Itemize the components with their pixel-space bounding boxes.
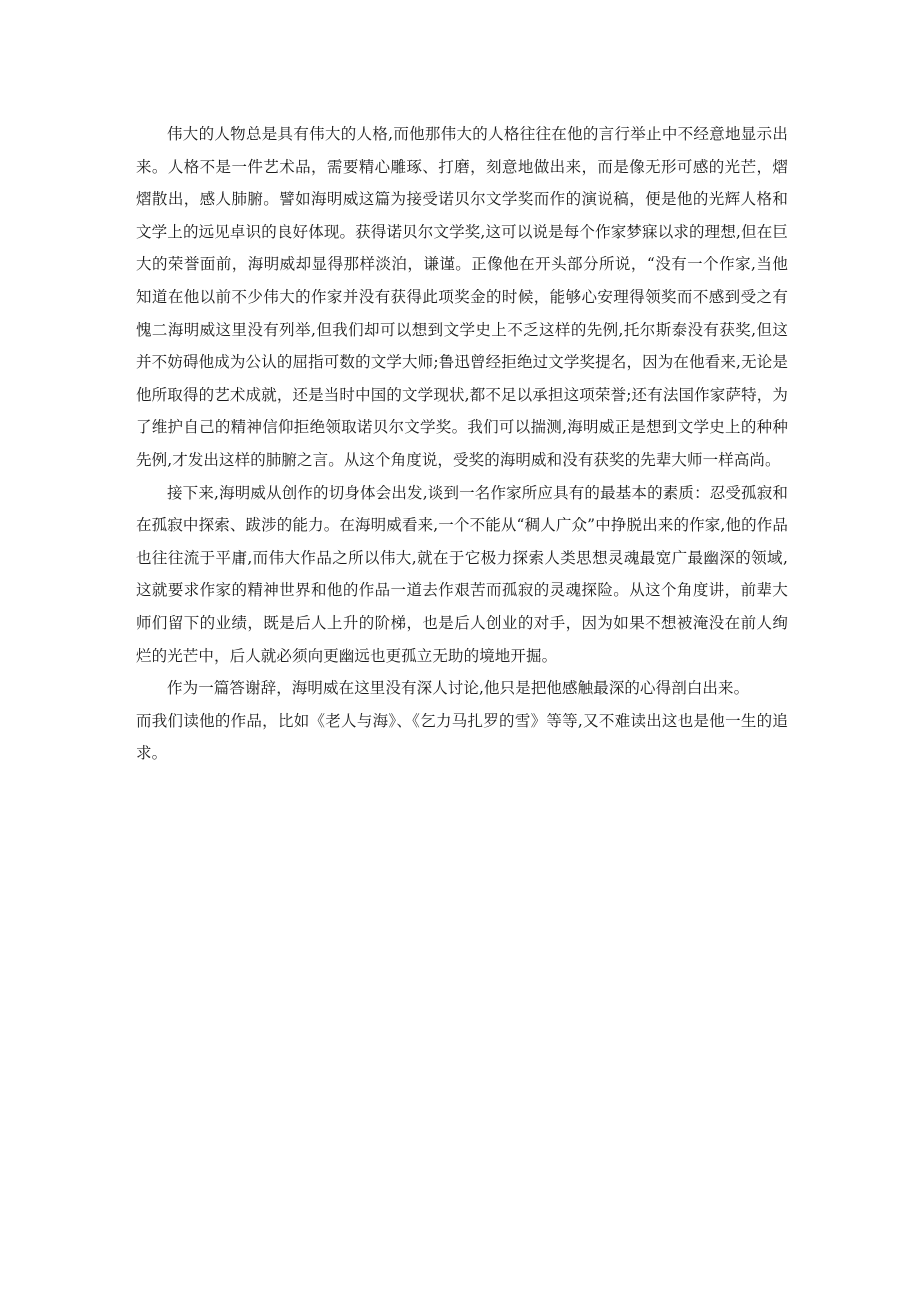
paragraph-1: 伟大的人物总是具有伟大的人格,而他那伟大的人格往往在他的言行举止中不经意地显示出来。人格不是一件艺术品，需要精心雕琢、打磨，刻意地做出来，而是像无形可感的光芒，熠熠散出，感人肺腑。譬如海明威这篇为接受诺贝尔文学奖而作的演说稿，便是他的光辉人格和文学上的远见卓识的良好体现。获得诺贝尔文学奖,这可以说是每个作家梦寐以求的理想,但在巨大的荣誉面前，海明威却显得那样淡泊，谦谨。正像他在开头部分所说，“没有一个作家,当他知道在他以前不少伟大的作家并没有获得此项奖金的时候，能够心安理得领奖而不感到受之有愧二海明威这里没有列举,但我们却可以想到文学史上不乏这样的先例,托尔斯泰没有获奖,但这并不妨碍他成为公认的屈指可数的文学大师;鲁迅曾经拒绝过文学奖提名，因为在他看来,无论是他所取得的艺术成就，还是当时中国的文学现状,都不足以承担这项荣誉;还有法国作家萨特，为了维护自己的精神信仰拒绝领取诺贝尔文学奖。我们可以揣测,海明威正是想到文学史上的种种先例,才发出这样的肺腑之言。从这个角度说，受奖的海明威和没有获奖的先辈大师一样高尚。: [136, 125, 788, 469]
paragraph-2: 接下来,海明威从创作的切身体会出发,谈到一名作家所应具有的最基本的素质：忍受孤寂和在孤寂中探索、跋涉的能力。在海明威看来,一个不能从“稠人广众”中挣脱出来的作家,他的作品也往往流于平庸,而伟大作品之所以伟大,就在于它极力探索人类思想灵魂最宽广最幽深的领域,这就要求作家的精神世界和他的作品一道去作艰苦而孤寂的灵魂探险。从这个角度讲，前辈大师们留下的业绩，既是后人上升的阶梯，也是后人创业的对手，因为如果不想被淹没在前人绚烂的光芒中，后人就必须向更幽远也更孤立无助的境地开掘。: [136, 483, 788, 665]
document-body: [136, 118, 788, 770]
paragraph-3: 作为一篇答谢辞，海明威在这里没有深人讨论,他只是把他感触最深的心得剖白出来。: [167, 679, 750, 698]
paragraph-3-continuation: 而我们读他的作品，比如《老人与海》、《乞力马扎罗的雪》等等,又不难读出这也是他一生的追求。: [136, 711, 788, 763]
